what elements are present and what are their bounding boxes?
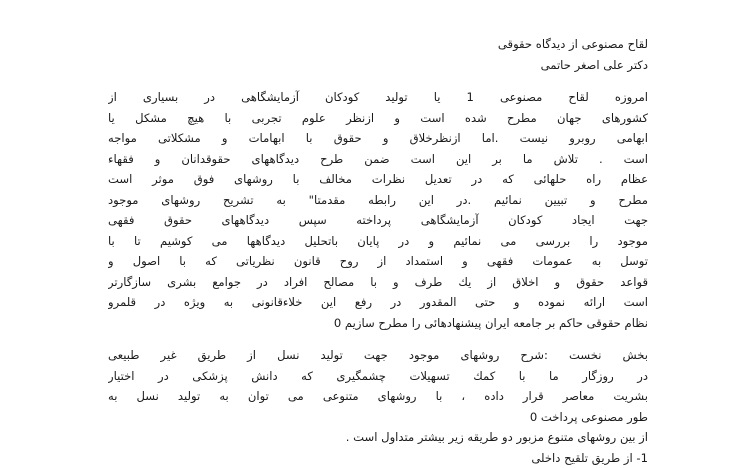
paragraph-line: طور مصنوعی پرداخت 0 (108, 407, 648, 428)
paragraph-line: مطرح و تبیین نمائیم .در این رابطه مقدمتا" به تشریح روشهای موجود (108, 190, 648, 211)
paragraph-line: موجود را بررسی می نمائیم و در پایان باتحلیل دیدگاهها می کوشیم تا با (108, 231, 648, 252)
paragraph-line: ابهامی روبرو نیست .اما ازنظرخلاق و حقوق با ابهامات و مشکلاتی مواجه (108, 128, 648, 149)
paragraph-line: در روزگار ما با کمك تسهیلات چشمگیری که دانش پزشکی در اختیار (108, 366, 648, 387)
paragraph-line: نظام حقوقی حاکم بر جامعه ایران پیشنهادهائی را مطرح سازیم 0 (108, 313, 648, 334)
section-heading-line: بخش نخست :شرح روشهای موجود جهت تولید نسل از طریق غیر طبیعی (108, 345, 648, 366)
spacer (108, 75, 648, 87)
paragraph-line: است . تلاش ما بر این است ضمن طرح دیدگاههای حقوقدانان و فقهاء (108, 149, 648, 170)
document-author: دکتر علی اصغر حاتمی (108, 55, 648, 76)
paragraph-line: توسل به عمومات فقهی و استمداد از روح قانون نظریاتی که با اصول و (108, 251, 648, 272)
paragraph-line: است ارائه نموده و حتی المقدور در رفع این خلاءقانونی به ویژه در قلمرو (108, 292, 648, 313)
paragraph-intro (108, 87, 648, 333)
document-body (108, 34, 648, 468)
document-title: لقاح مصنوعی از دیدگاه حقوقی (108, 34, 648, 55)
paragraph-line: عظام راه حلهائی که در تعدیل نظرات مخالف با روشهای فوق موثر است (108, 169, 648, 190)
paragraph-line: کشورهای جهان مطرح شده است و ازنظر علوم تجربی با هیچ مشکل یا (108, 108, 648, 129)
paragraph-line: جهت ایجاد کودکان آزمایشگاهی پرداخته سپس دیدگاههای حقوق فقهی (108, 210, 648, 231)
spacer (108, 333, 648, 345)
paragraph-line: قواعد حقوق و اخلاق از یك طرف و با مصالح افراد در جوامع بشری سازگارتر (108, 272, 648, 293)
paragraph-line: بشریت معاصر قرار داده ، با روشهای متنوعی می توان به تولید نسل به (108, 386, 648, 407)
list-item: 1- از طریق تلقیح داخلی (108, 448, 648, 468)
paragraph-line: از بین روشهای متنوع مزبور دو طریقه زیر بیشتر متداول است . (108, 427, 648, 448)
paragraph-line: امروزه لقاح مصنوعی 1 یا تولید کودکان آزمایشگاهی در بسیاری از (108, 87, 648, 108)
